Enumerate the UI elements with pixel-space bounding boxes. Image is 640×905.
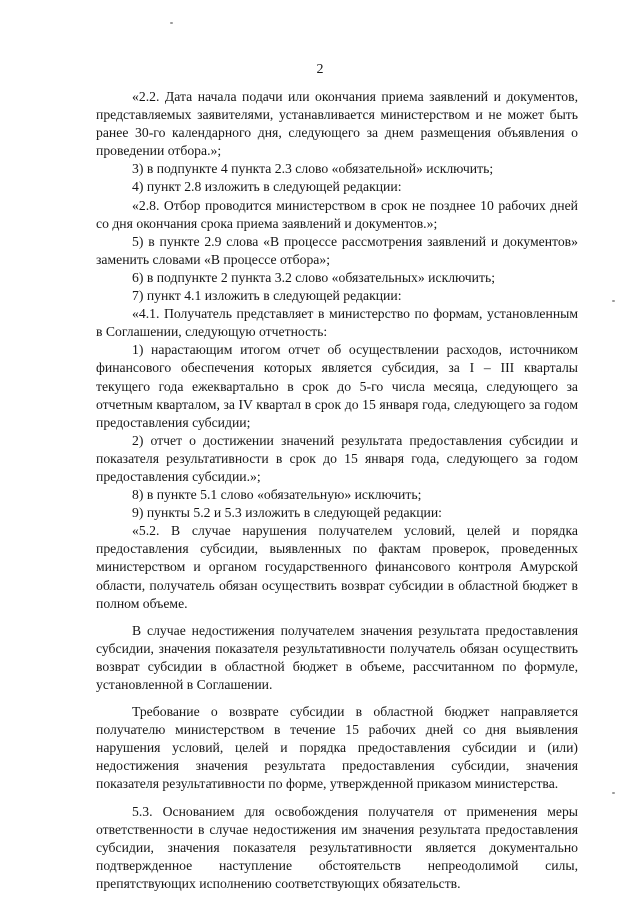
paragraph-5-2-requirement: Требование о возврате субсидии в областной бюджет направляется получателю министерством в течение 15 рабочих дней со дня выявления нарушения условий, целей и порядка предоставления субсидии и (или) недостижения значения результата предоставления субсидии, значения показателя результативности по форме, утвержденной приказом министерства. xyxy=(96,704,578,792)
scan-speck xyxy=(612,792,615,794)
document-body xyxy=(96,88,578,893)
paragraph-5-2: «5.2. В случае нарушения получателем условий, целей и порядка предоставления субсидии, выявленных по фактам проверок, проведенных министерством и органом государственного финансового контроля Амурской области, получатель обязан осуществить возврат субсидии в областной бюджет в полном объеме. xyxy=(96,523,578,611)
paragraph-4-1: «4.1. Получатель представляет в министерство по формам, установленным в Соглашении, следующую отчетность: xyxy=(96,306,578,340)
paragraph-2-2: «2.2. Дата начала подачи или окончания приема заявлений и документов, представляемых заявителями, устанавливается министерством и не может быть ранее 30-го календарного дня, следующего за днем размещения объявления о проведении отбора.»; xyxy=(96,89,578,159)
paragraph-item-3: 3) в подпункте 4 пункта 2.3 слово «обязательной» исключить; xyxy=(132,161,494,177)
scan-speck xyxy=(170,22,173,24)
paragraph-5-3: 5.3. Основанием для освобождения получателя от применения меры ответственности в случае недостижения им значения результата предоставления субсидии, значения показателя результативности является документально подтвержденное наступление обстоятельств непреодолимой силы, препятствующих исполнению соответствующих обязательств. xyxy=(96,803,578,891)
paragraph-item-5: 5) в пункте 2.9 слова «В процессе рассмотрения заявлений и документов» заменить словами «В процессе отбора»; xyxy=(96,233,578,267)
paragraph-item-6: 6) в подпункте 2 пункта 3.2 слово «обязательных» исключить; xyxy=(132,269,495,285)
paragraph-2-8: «2.8. Отбор проводится министерством в срок не позднее 10 рабочих дней со дня окончания срока приема заявлений и документов.»; xyxy=(96,197,578,231)
paragraph-5-2-nonachievement: В случае недостижения получателем значения результата предоставления субсидии, значения показателя результативности получатель обязан осуществить возврат субсидии в областной бюджет в объеме, рассчитанном по формуле, установленной в Соглашении. xyxy=(96,622,578,692)
paragraph-report-1: 1) нарастающим итогом отчет об осуществлении расходов, источником финансового обеспечения которых является субсидия, за I – III кварталы текущего года ежеквартально в срок до 5-го числа месяца, следующего за отчетным кварталом, за IV квартал в срок до 15 января года, следующего за годом предоставления субсидии; xyxy=(96,342,578,430)
paragraph-report-2: 2) отчет о достижении значений результата предоставления субсидии и показателя результативности в срок до 15 января года, следующего за годом предоставления субсидии.»; xyxy=(96,432,578,484)
scan-speck xyxy=(612,300,615,302)
paragraph-item-7: 7) пункт 4.1 изложить в следующей редакции: xyxy=(132,288,402,304)
page-number: 2 xyxy=(316,62,324,77)
paragraph-item-9: 9) пункты 5.2 и 5.3 изложить в следующей редакции: xyxy=(132,505,442,521)
paragraph-item-4: 4) пункт 2.8 изложить в следующей редакции: xyxy=(132,179,402,195)
paragraph-item-8: 8) в пункте 5.1 слово «обязательную» исключить; xyxy=(132,487,422,503)
